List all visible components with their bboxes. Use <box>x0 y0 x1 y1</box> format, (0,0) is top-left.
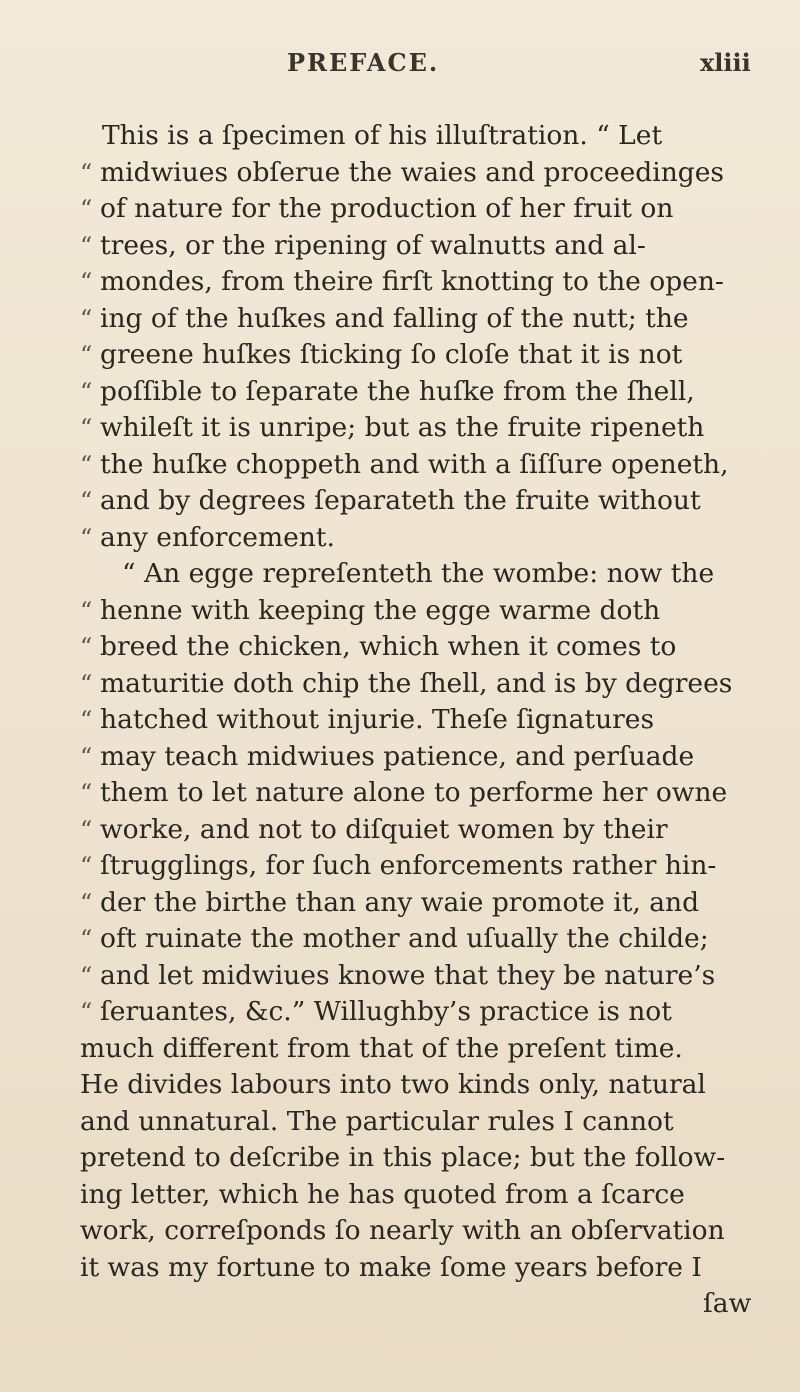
text-line <box>0 1031 800 1068</box>
text-line <box>0 410 800 447</box>
quote-mark: “ <box>80 414 93 442</box>
quote-mark: “ <box>80 487 93 515</box>
text-line <box>0 702 800 739</box>
quote-mark: “ <box>80 304 93 333</box>
line-text: oft ruinate the mother and uſually the childe; <box>100 923 709 954</box>
line-text: henne with keeping the egge warme doth <box>100 594 661 626</box>
line-text: of nature for the production of her fruit on <box>100 193 674 224</box>
line-text: hatched without injurie. Theſe ſignatures <box>100 704 655 735</box>
running-head: PREFACE. <box>287 48 440 77</box>
text-line <box>0 264 800 301</box>
text-line <box>0 1140 800 1177</box>
line-text: ing letter, which he has quoted from a ſcarce <box>80 1178 685 1210</box>
line-text: der the birthe than any waie promote it, and <box>100 886 700 918</box>
line-text: maturitie doth chip the ſhell, and is by degrees <box>100 667 733 699</box>
line-text: breed the chicken, which when it comes to <box>100 631 677 662</box>
line-text: much different from that of the preſent time. <box>80 1032 683 1064</box>
quote-mark: “ <box>80 377 93 406</box>
quote-mark: “ <box>80 195 93 223</box>
quote-mark: “ <box>80 998 93 1026</box>
line-text: midwiues obſerue the waies and proceedinges <box>100 156 725 188</box>
text-line <box>0 374 800 411</box>
quote-mark: “ <box>80 341 93 369</box>
line-text: greene huſkes ſticking ſo cloſe that it is not <box>100 339 683 370</box>
line-text: ſtrugglings, for ſuch enforcements rather hin- <box>100 850 717 881</box>
line-text: “ An egge repreſenteth the wombe: now the <box>122 558 715 589</box>
quote-mark: “ <box>80 596 93 625</box>
line-text: and by degrees ſeparateth the fruite without <box>100 485 701 516</box>
text-line <box>0 666 800 703</box>
quote-mark: “ <box>80 742 93 771</box>
text-line <box>0 483 800 520</box>
quote-mark: “ <box>80 669 93 698</box>
text-line <box>0 848 800 885</box>
quote-mark: “ <box>80 779 93 807</box>
line-text: He divides labours into two kinds only, natural <box>80 1069 706 1100</box>
text-line <box>0 1250 800 1287</box>
text-line <box>0 994 800 1031</box>
quote-mark: “ <box>80 523 93 552</box>
page-header <box>0 48 800 88</box>
quote-mark: “ <box>80 268 93 296</box>
text-line <box>0 191 800 228</box>
text-line <box>0 301 800 338</box>
text-line <box>0 593 800 630</box>
quote-mark: “ <box>80 158 93 187</box>
line-text: poſſible to ſeparate the huſke from the ſhell, <box>100 375 695 407</box>
quote-mark: “ <box>80 925 93 953</box>
text-line <box>0 958 800 995</box>
quote-mark: “ <box>80 888 93 917</box>
text-line <box>0 739 800 776</box>
text-line <box>0 921 800 958</box>
line-text: pretend to deſcribe in this place; but the follow- <box>80 1142 726 1173</box>
text-line <box>0 520 800 557</box>
line-text: mondes, from theire firſt knotting to the open- <box>100 266 724 297</box>
line-text: any enforcement. <box>100 521 335 553</box>
text-line <box>0 228 800 265</box>
text-line <box>0 629 800 666</box>
line-text: may teach midwiues patience, and perſuade <box>100 740 695 772</box>
line-text: and unnatural. The particular rules I cannot <box>80 1105 674 1137</box>
line-text: the huſke choppeth and with a ſiſſure openeth, <box>100 448 729 480</box>
line-text: them to let nature alone to performe her owne <box>100 777 728 808</box>
text-line <box>0 118 800 155</box>
quote-mark: “ <box>80 815 93 844</box>
line-text: ing of the huſkes and falling of the nutt; the <box>100 302 689 334</box>
line-text: trees, or the ripening of walnutts and al- <box>100 229 646 261</box>
text-line <box>0 1213 800 1250</box>
text-line <box>0 155 800 192</box>
text-line <box>0 1104 800 1141</box>
quote-mark: “ <box>80 231 93 260</box>
text-line <box>0 775 800 812</box>
text-line <box>0 337 800 374</box>
quote-mark: “ <box>80 706 93 734</box>
catchword: ſaw <box>703 1288 752 1319</box>
catchword-line <box>0 1286 800 1323</box>
line-text: and let midwiues knowe that they be nature’s <box>100 959 716 991</box>
quote-mark: “ <box>80 450 93 479</box>
body-text <box>0 118 800 1323</box>
line-text: whileſt it is unripe; but as the fruite ripeneth <box>100 412 705 443</box>
text-line <box>0 1067 800 1104</box>
line-text: work, correſponds ſo nearly with an obſervation <box>80 1215 725 1246</box>
text-line <box>0 447 800 484</box>
text-line <box>0 1177 800 1214</box>
text-line <box>0 885 800 922</box>
text-line <box>0 812 800 849</box>
quote-mark: “ <box>80 633 93 661</box>
line-text: ſeruantes, &c.” Willughby’s practice is not <box>100 996 672 1027</box>
line-text: This is a ſpecimen of his illuſtration. “ Let <box>102 120 663 151</box>
text-line <box>0 556 800 593</box>
line-text: worke, and not to diſquiet women by their <box>100 813 668 845</box>
quote-mark: “ <box>80 961 93 990</box>
page-number: xliii <box>700 48 751 77</box>
line-text: it was my fortune to make ſome years before I <box>80 1251 702 1283</box>
quote-mark: “ <box>80 852 93 880</box>
